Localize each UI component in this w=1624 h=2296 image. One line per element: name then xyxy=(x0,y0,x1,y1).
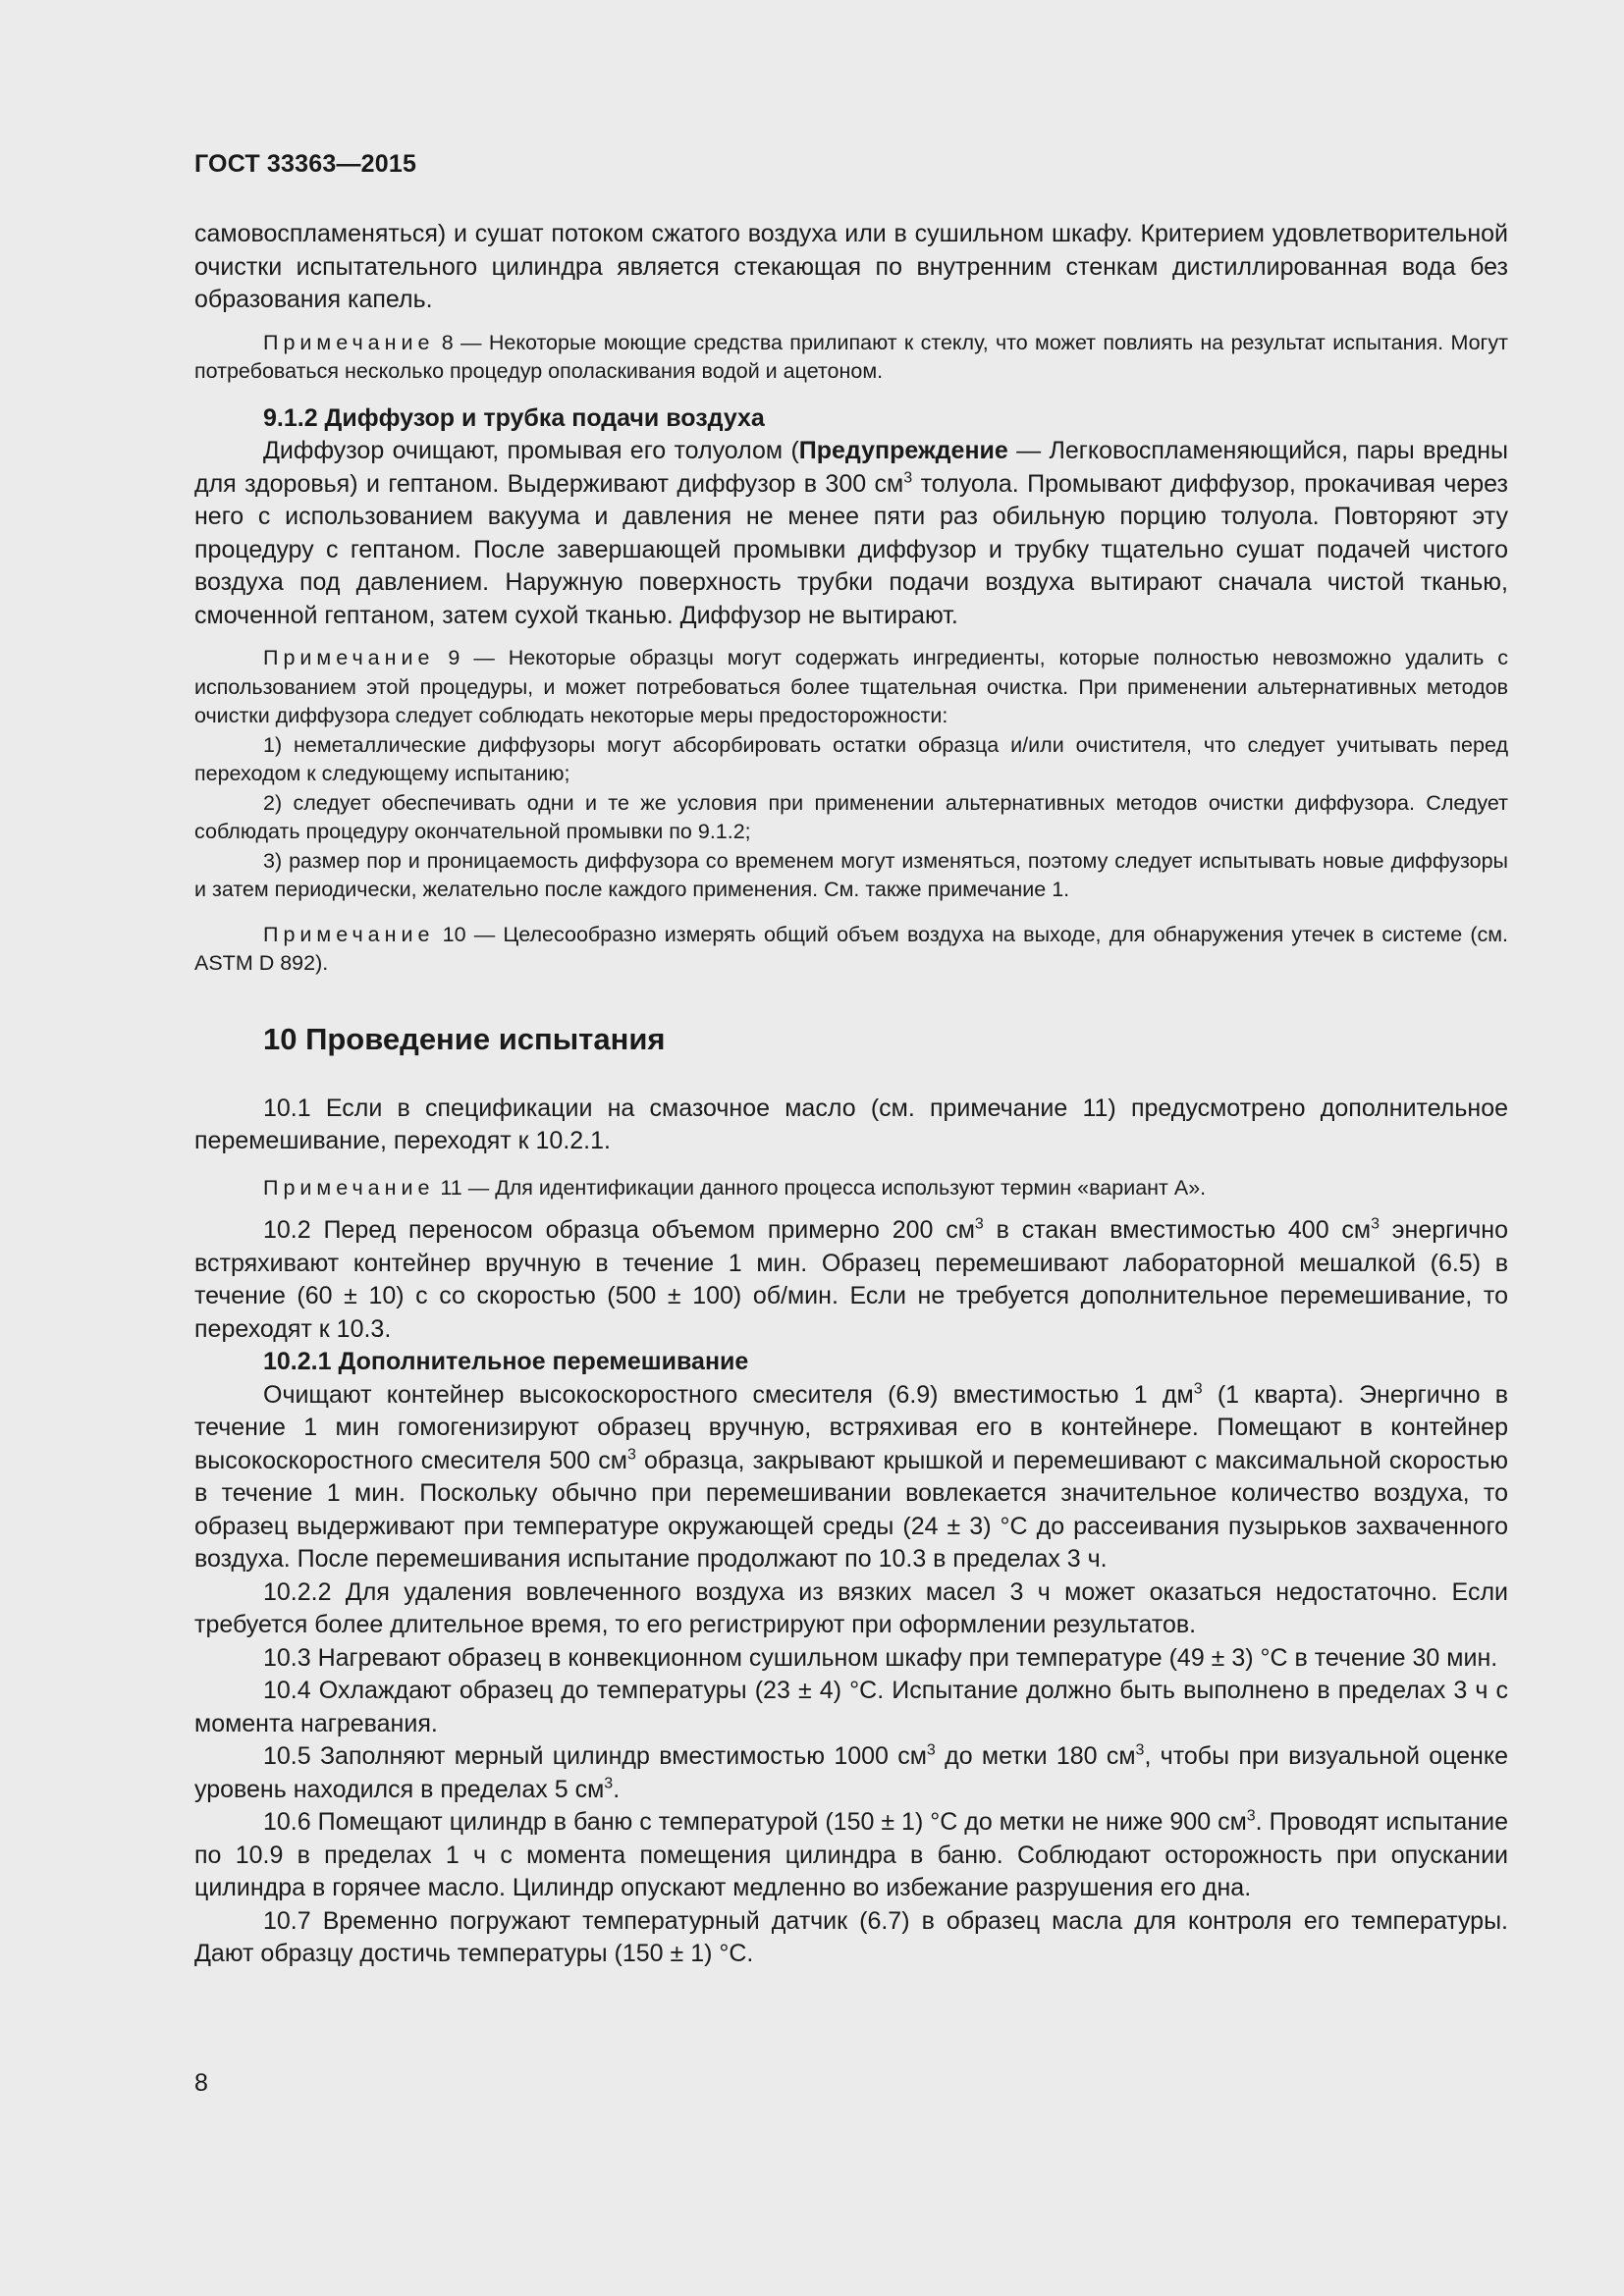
heading-9-1-2: 9.1.2 Диффузор и трубка подачи воздуха xyxy=(263,403,765,432)
note-label: Примечание xyxy=(263,922,435,946)
page-number: 8 xyxy=(194,2069,208,2097)
paragraph-10-6: 10.6 Помещают цилиндр в баню с температурой (150 ± 1) °С до метки не ниже 900 $см^3$. Проводят испытание по 10.9 в пределах 1 ч с момента помещения цилиндра в баню. Соблюдают осторожность при опускании цилиндра в горячее масло. Цилиндр опускают медленно во избежание разрушения его дна. xyxy=(194,1807,1508,1901)
note-label: Примечание xyxy=(263,330,435,354)
note-9-item-1: 1) неметаллические диффузоры могут абсорбировать остатки образца и/или очистителя, что следует учитывать перед переходом к следующему испытанию; xyxy=(194,732,1508,785)
paragraph-10-2-1: Очищают контейнер высокоскоростного смесителя (6.9) вместимостью 1 $дм^3$ (1 кварта). Энергично в течение 1 мин гомогенизируют образец вручную, встряхивая его в контейнере. Помещают в контейнер высокоскоростного смесителя 500 $см^3$ образца, закрывают крышкой и перемешивают с максимальной скоростью в течение 1 мин. Поскольку обычно при перемешивании вовлекается значительное количество воздуха, то образец выдерживают при температуре окружающей среды (24 ± 3) °С до рассеивания пузырьков захваченного воздуха. После перемешивания испытание продолжают по 10.3 в пределах 3 ч. xyxy=(194,1380,1509,1573)
note-9-item-2: 2) следует обеспечивать одни и те же условия при применении альтернативных методов очистки диффузора. Следует соблюдать процедуру окончательной промывки по 9.1.2; xyxy=(194,790,1508,843)
warning-label: Предупреждение xyxy=(798,437,1008,464)
heading-10-2-1: 10.2.1 Дополнительное перемешивание xyxy=(263,1348,749,1375)
section-heading-10: 10 Проведение испытания xyxy=(263,1021,666,1056)
paragraph-9-1-2: Диффузор очищают, промывая его толуолом (Предупреждение — Легковоспламеняющийся, пары вредны для здоровья) и гептаном. Выдерживают диффузор в 300 $см^3$ толуола. Промывают диффузор, прокачивая через него с использованием вакуума и давления не менее пяти раз обильную порцию толуола. Повторяют эту процедуру с гептаном. После завершающей промывки диффузор и трубку тщательно сушат подачей чистого воздуха под давлением. Наружную поверхность трубки подачи воздуха вытирают сначала чистой тканью, смоченной гептаном, затем сухой тканью. Диффузор не вытирают. xyxy=(194,437,1508,629)
paragraph-10-2: 10.2 Перед переносом образца объемом примерно 200 $см^3$ в стакан вместимостью 400 $см^3$ энергично встряхивают контейнер вручную в течение 1 мин. Образец перемешивают лабораторной мешалкой (6.5) в течение (60 ± 10) с со скоростью (500 ± 100) об/мин. Если не требуется дополнительное перемешивание, то переходят к 10.3. xyxy=(194,1215,1508,1343)
paragraph-10-4: 10.4 Охлаждают образец до температуры (23 ± 4) °С. Испытание должно быть выполнено в пределах 3 ч с момента нагревания. xyxy=(194,1677,1508,1737)
note-11: Примечание 11 — Для идентификации данного процесса используют термин «вариант А». xyxy=(263,1175,1207,1200)
paragraph-10-7: 10.7 Временно погружают температурный датчик (6.7) в образец масла для контроля его температуры. Дают образцу достичь температуры (150 ± 1) °С. xyxy=(194,1906,1508,1967)
note-label: Примечание xyxy=(263,1175,435,1200)
paragraph-10-1: 10.1 Если в спецификации на смазочное масло (см. примечание 11) предусмотрено дополнительное перемешивание, переходят к 10.2.1. xyxy=(194,1094,1508,1154)
standard-header: ГОСТ 33363—2015 xyxy=(194,150,417,178)
note-9-item-3: 3) размер пор и проницаемость диффузора со временем могут изменяться, поэтому следует испытывать новые диффузоры и затем периодически, желательно после каждого применения. См. также примечание 1. xyxy=(194,848,1508,901)
paragraph-10-5: 10.5 Заполняют мерный цилиндр вместимостью 1000 $см^3$ до метки 180 $см^3$, чтобы при визуальной оценке уровень находился в пределах 5 $см^3$. xyxy=(194,1741,1508,1803)
note-9: Примечание 9 — Некоторые образцы могут содержать ингредиенты, которые полностью невозможно удалить с использованием этой процедуры, и может потребоваться более тщательная очистка. При применении альтернативных методов очистки диффузора следует соблюдать некоторые меры предосторожности: xyxy=(194,646,1508,727)
paragraph-10-3: 10.3 Нагревают образец в конвекционном сушильном шкафу при температуре (49 ± 3) °С в течение 30 мин. xyxy=(263,1643,1498,1672)
paragraph-10-2-2: 10.2.2 Для удаления вовлеченного воздуха из вязких масел 3 ч может оказаться недостаточно. Если требуется более длительное время, то его регистрируют при оформлении результатов. xyxy=(194,1577,1508,1638)
note-label: Примечание xyxy=(263,646,435,669)
paragraph-continuation: самовоспламеняться) и сушат потоком сжатого воздуха или в сушильном шкафу. Критерием удовлетворительной очистки испытательного цилиндра является стекающая по внутренним стенкам дистиллированная вода без образования капель. xyxy=(194,220,1508,313)
note-10: Примечание 10 — Целесообразно измерять общий объем воздуха на выходе, для обнаружения утечек в системе (см. ASTM D 892). xyxy=(194,922,1508,975)
note-8: Примечание 8 — Некоторые моющие средства прилипают к стеклу, что может повлиять на результат испытания. Могут потребоваться несколько процедур ополаскивания водой и ацетоном. xyxy=(194,330,1508,383)
